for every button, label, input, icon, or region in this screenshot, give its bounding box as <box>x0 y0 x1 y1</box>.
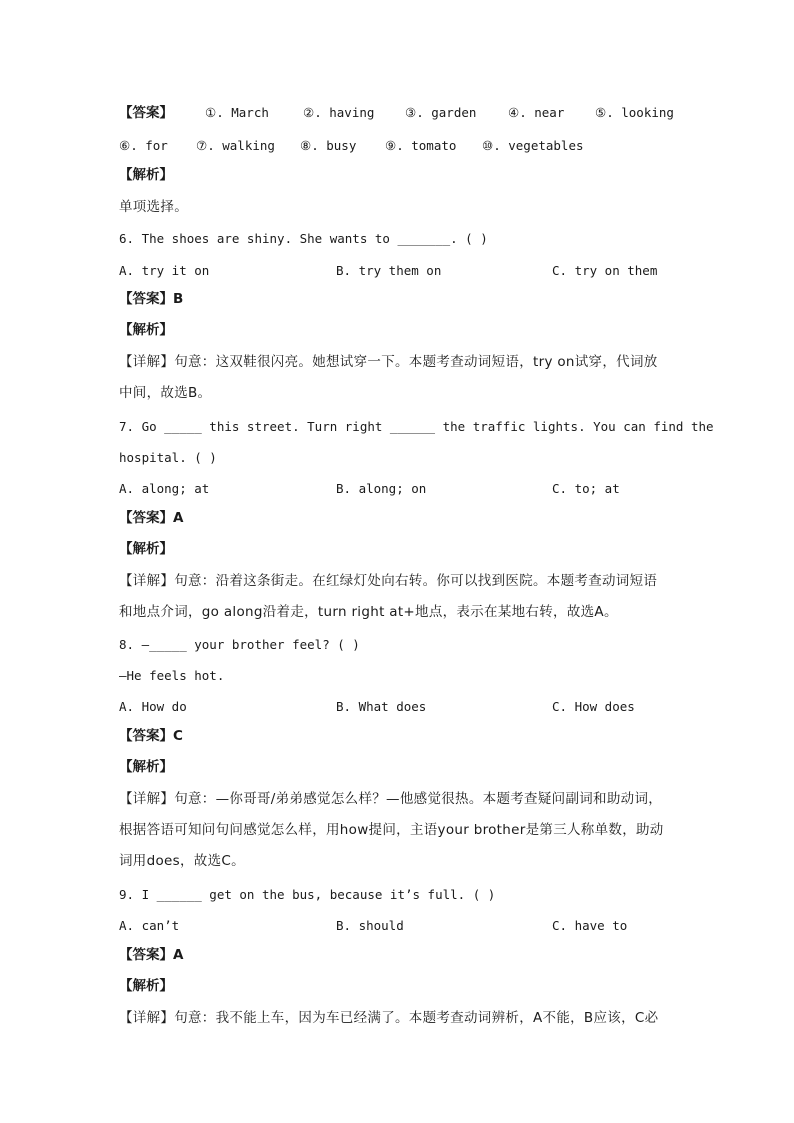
q9-analysis-tag: 【解析】 <box>119 978 173 994</box>
q6-stem: 6. The shoes are shiny. She wants to _______. ( ) <box>119 231 488 246</box>
q6-answer: 【答案】B <box>119 291 184 307</box>
q9-option-c: C. have to <box>552 918 628 933</box>
q6-detail-line-1: 【详解】句意：这双鞋很闪亮。她想试穿一下。本题考查动词短语，try on试穿，代词放 <box>119 354 658 370</box>
q6-option-a: A. try it on <box>119 263 210 278</box>
q9-option-b: B. should <box>336 918 404 933</box>
answer-item-9: ⑨. tomato <box>385 138 457 153</box>
q7-answer: 【答案】A <box>119 510 184 526</box>
answer-item-8: ⑧. busy <box>300 138 357 153</box>
q7-option-b: B. along; on <box>336 481 427 496</box>
q8-option-b: B. What does <box>336 699 427 714</box>
q9-detail-line-1: 【详解】句意：我不能上车，因为车已经满了。本题考查动词辨析，A不能，B应该，C必 <box>119 1010 659 1026</box>
q8-detail-line-2: 根据答语可知问句问感觉怎么样，用how提问，主语your brother是第三人称单数，助动 <box>119 822 664 838</box>
q8-analysis-tag: 【解析】 <box>119 759 173 775</box>
q6-analysis-tag: 【解析】 <box>119 322 173 338</box>
q8-detail-line-3: 词用does，故选C。 <box>119 853 245 869</box>
q8-option-a: A. How do <box>119 699 187 714</box>
q9-stem: 9. I ______ get on the bus, because it’s full. ( ) <box>119 887 496 902</box>
q8-stem-line-1: 8. —_____ your brother feel? ( ) <box>119 637 360 652</box>
q9-option-a: A. can’t <box>119 918 180 933</box>
q6-detail-line-2: 中间，故选B。 <box>119 385 212 401</box>
analysis-text: 单项选择。 <box>119 199 188 215</box>
q6-option-c: C. try on them <box>552 263 658 278</box>
q9-answer: 【答案】A <box>119 947 184 963</box>
q7-stem-line-1: 7. Go _____ this street. Turn right ______ the traffic lights. You can find the <box>119 419 714 434</box>
q7-detail-line-1: 【详解】句意：沿着这条街走。在红绿灯处向右转。你可以找到医院。本题考查动词短语 <box>119 573 658 589</box>
q8-option-c: C. How does <box>552 699 635 714</box>
answer-item-4: ④. near <box>508 105 565 120</box>
analysis-tag: 【解析】 <box>119 167 173 183</box>
q7-analysis-tag: 【解析】 <box>119 541 173 557</box>
q8-detail-line-1: 【详解】句意：—你哥哥/弟弟感觉怎么样？—他感觉很热。本题考查疑问副词和助动词， <box>119 791 663 807</box>
answer-item-1: ①. March <box>205 105 269 120</box>
answer-item-10: ⑩. vegetables <box>482 138 584 153</box>
q8-stem-line-2: —He feels hot. <box>119 668 225 683</box>
answer-item-7: ⑦. walking <box>196 138 275 153</box>
answer-item-2: ②. having <box>303 105 375 120</box>
q7-detail-line-2: 和地点介词，go along沿着走，turn right at+地点，表示在某地右转，故选A。 <box>119 604 618 620</box>
q6-option-b: B. try them on <box>336 263 442 278</box>
q8-answer: 【答案】C <box>119 728 183 744</box>
q7-option-c: C. to; at <box>552 481 620 496</box>
q7-stem-line-2: hospital. ( ) <box>119 450 217 465</box>
answer-item-3: ③. garden <box>405 105 477 120</box>
answer-item-5: ⑤. looking <box>595 105 674 120</box>
answer-item-6: ⑥. for <box>119 138 168 153</box>
q7-option-a: A. along; at <box>119 481 210 496</box>
answer-tag: 【答案】 <box>119 105 173 121</box>
